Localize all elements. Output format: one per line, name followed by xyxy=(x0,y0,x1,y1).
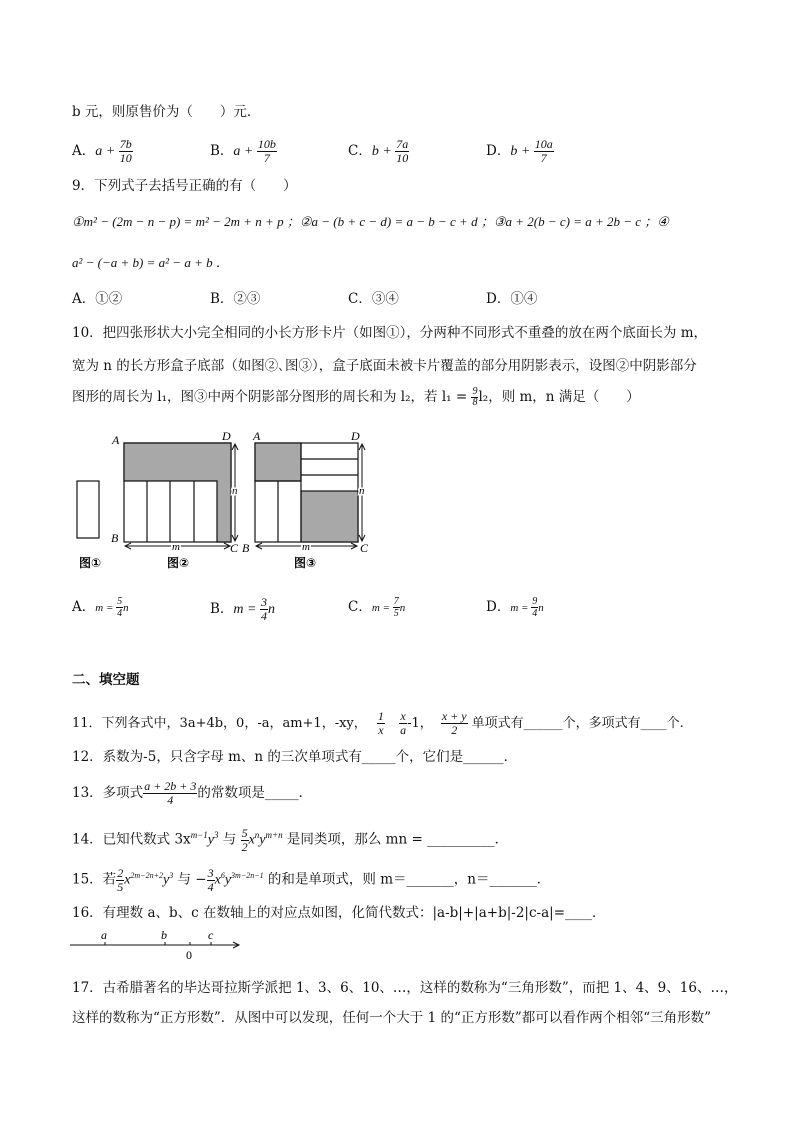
frac-num: 7b xyxy=(119,137,132,151)
frac-num: 9 xyxy=(532,596,538,607)
label-b: b xyxy=(161,928,167,942)
fig1-card xyxy=(77,481,99,538)
frac-num: a + 2b + 3 xyxy=(144,779,197,793)
q14-pre: 14．已知代数式 3x xyxy=(72,831,191,848)
q11-pre: 11．下列各式中，3a+4b，0，-a，am+1，-xy， xyxy=(72,716,367,731)
fig3-label-d: D xyxy=(351,429,360,443)
frac-den: x xyxy=(378,723,384,737)
frac-num: 5 xyxy=(117,596,123,607)
q15-exp: 3m−2n−1 xyxy=(231,871,264,880)
option-expr: m = xyxy=(371,602,393,614)
option-expr: m = xyxy=(510,602,532,614)
frac-den: 2 xyxy=(451,723,458,737)
q15-fraction-1 xyxy=(116,867,124,894)
q15 xyxy=(72,866,550,894)
q16-number-line xyxy=(68,928,248,964)
q9-option-b xyxy=(210,289,260,309)
frac-num: 9 xyxy=(472,386,478,397)
option-label: C． xyxy=(348,291,372,307)
option-label: C． xyxy=(348,599,372,615)
q10-line-3-post: l₂，则 m，n 满足（ ） xyxy=(478,389,640,405)
q10-line-2: 宽为 n 的长方形盒子底部（如图②､图③），盒子底面未被卡片覆盖的部分用阴影表示，设图②中阴影部分 xyxy=(72,358,697,374)
q10-figure xyxy=(70,426,390,576)
option-fraction xyxy=(534,138,554,165)
q9-option-d xyxy=(486,289,537,309)
frac-den: 4 xyxy=(117,608,123,619)
frac-num: 7 xyxy=(393,596,399,607)
option-label: B． xyxy=(210,601,234,617)
q13-fraction xyxy=(143,780,197,807)
frac-den: 4 xyxy=(532,608,538,619)
q12: 12．系数为-5，只含字母 m、n 的三次单项式有_____个，它们是______． xyxy=(72,749,518,765)
q14-exp: 3 xyxy=(213,830,219,840)
q10-line-1: 10．把四张形状大小完全相同的小长方形卡片（如图①），分两种不同形式不重叠的放在两个底面长为 m， xyxy=(72,325,708,341)
option-label: A． xyxy=(72,143,96,159)
option-fraction xyxy=(395,138,409,165)
fig3-label-m: m xyxy=(302,541,310,553)
fig3-shade-bottom xyxy=(301,491,358,542)
fig2-label-m: m xyxy=(172,541,180,553)
option-label: B． xyxy=(210,291,234,307)
q8-continuation: b 元，则原售价为（ ）元． xyxy=(72,104,261,120)
option-label: B． xyxy=(210,143,234,159)
frac-num: 3 xyxy=(260,595,267,609)
q15-fraction-2 xyxy=(207,867,215,894)
frac-num: 1 xyxy=(377,709,384,723)
frac-num: 10b xyxy=(257,137,276,151)
q8-option-c xyxy=(348,138,409,165)
q10-option-d xyxy=(486,596,544,619)
fig2-label-a: A xyxy=(112,433,120,447)
fig1-caption: 图① xyxy=(79,556,102,570)
q15-var: x xyxy=(214,872,221,888)
fig3-caption: 图③ xyxy=(294,556,317,570)
frac-num: x xyxy=(400,709,406,723)
option-fraction xyxy=(260,596,268,623)
option-fraction xyxy=(257,138,277,165)
frac-den: 7 xyxy=(263,151,270,165)
q14-var: x xyxy=(248,832,255,848)
q14-exp: m+n xyxy=(265,830,283,840)
q8-option-a xyxy=(72,138,133,165)
option-var: n xyxy=(538,602,544,614)
frac-den: 4 xyxy=(167,793,174,807)
frac-den: 2 xyxy=(241,839,248,854)
option-label: A． xyxy=(72,291,96,307)
frac-num: 7a xyxy=(396,137,409,151)
frac-den: 5 xyxy=(393,608,399,619)
q10-option-b xyxy=(210,596,275,623)
q15-exp: 6 xyxy=(220,871,225,880)
q11-frac-2 xyxy=(399,710,407,737)
q15-conj: 与 − xyxy=(173,871,207,888)
q11 xyxy=(72,710,684,737)
frac-den: 7 xyxy=(540,151,547,165)
q14-exp: m−1 xyxy=(190,830,208,840)
fig2-label-n: n xyxy=(232,485,238,497)
q15-var: y xyxy=(162,872,170,888)
fig3-shade-top xyxy=(255,443,301,481)
option-var: n xyxy=(267,602,275,617)
option-fraction xyxy=(393,596,400,619)
frac-den: 4 xyxy=(207,879,214,894)
q9-stem: 9．下列式子去括号正确的有（ ） xyxy=(72,178,297,194)
q17-line-1: 17．古希腊著名的毕达哥拉斯学派把 1、3、6、10、…，这样的数称为“三角形数”，而把 1、4、9、16、…， xyxy=(72,980,738,996)
q17-line-2: 这样的数称为“正方形数”．从图中可以发现，任何一个大于 1 的“正方形数”都可以看作两个相邻“三角形数” xyxy=(72,1010,712,1026)
q14-fraction xyxy=(241,827,249,854)
q14-exp: n xyxy=(254,830,260,840)
fig3-label-a: A xyxy=(253,429,261,443)
q11-frac-1 xyxy=(377,710,385,737)
q10-line-3 xyxy=(72,387,640,408)
q10-option-c xyxy=(348,596,405,619)
frac-den: a xyxy=(400,723,407,737)
q14-var: y xyxy=(259,832,266,848)
q14-var: y xyxy=(207,832,214,848)
fig2-label-c: C xyxy=(230,541,239,555)
fig2-label-b: B xyxy=(111,531,119,545)
fig3-label-c: C xyxy=(360,541,369,555)
q14-conj: 与 xyxy=(218,831,241,848)
fig3-label-n: n xyxy=(359,485,365,497)
q16: 16．有理数 a、b、c 在数轴上的对应点如图，化简代数式：|a-b|+|a+b|-2|c-a|=____． xyxy=(72,905,606,921)
q8-option-d xyxy=(486,138,554,165)
q15-var: x xyxy=(124,872,131,888)
fig2-caption: 图② xyxy=(167,556,190,570)
frac-den: 10 xyxy=(119,151,132,165)
q15-pre: 15．若 xyxy=(72,871,117,888)
option-label: A． xyxy=(72,599,96,615)
option-fraction xyxy=(119,138,133,165)
option-text: ②③ xyxy=(233,291,261,307)
option-text: ③④ xyxy=(371,291,399,307)
fig2-shade xyxy=(124,443,231,542)
option-label: D． xyxy=(486,599,511,615)
q11-post: 单项式有______个，多项式有____个. xyxy=(471,716,684,731)
q13-pre: 13．多项式 xyxy=(72,785,144,801)
q10-line-3-pre: 图形的周长为 l₁，图③中两个阴影部分图形的周长和为 l₂，若 l₁ = xyxy=(72,389,472,405)
option-expr: a + xyxy=(95,144,119,159)
fig3-label-b: B xyxy=(242,541,250,555)
frac-num: 3 xyxy=(207,865,214,880)
option-text: ①④ xyxy=(510,291,538,307)
frac-den: 5 xyxy=(117,879,124,894)
q14-post: 是同类项，那么 mn = __________． xyxy=(282,831,509,848)
frac-den: 10 xyxy=(396,151,409,165)
option-var: n xyxy=(123,602,129,614)
label-zero: 0 xyxy=(186,948,192,962)
option-label: C． xyxy=(348,143,372,159)
q15-var: y xyxy=(224,872,232,888)
q13 xyxy=(72,780,312,807)
fig2-label-d: D xyxy=(222,429,231,443)
frac-num: x + y xyxy=(441,709,467,723)
option-expr: b + xyxy=(510,144,534,159)
frac-den: 8 xyxy=(472,397,478,408)
q15-post: 的和是单项式，则 m＝_______，n＝_______． xyxy=(263,871,551,888)
option-expr: m = xyxy=(95,602,117,614)
q11-frac-3 xyxy=(441,710,468,737)
option-label: D． xyxy=(486,143,511,159)
q9-option-a xyxy=(72,289,122,309)
q9-line-2: a² − (−a + b) = a² − a + b ． xyxy=(72,255,229,270)
q15-exp: 2m−2n+2 xyxy=(130,871,163,880)
label-c: c xyxy=(208,928,214,942)
q11-frac-2-post: -1， xyxy=(407,716,433,731)
q15-exp: 3 xyxy=(169,871,174,880)
frac-num: 5 xyxy=(241,825,248,840)
option-label: D． xyxy=(486,291,511,307)
q13-post: 的常数项是_____． xyxy=(197,785,313,801)
label-a: a xyxy=(101,928,107,942)
option-text: ①② xyxy=(95,291,123,307)
q9-line-1: ①m² − (2m − n − p) = m² − 2m + n + p ；②a − (b + c − d) = a − b − c + d ；③a + 2(b − c) = a + 2b − c ；④ xyxy=(72,214,669,229)
q14 xyxy=(72,825,508,854)
option-var: n xyxy=(399,602,406,614)
section-title: 二、填空题 xyxy=(72,672,140,688)
option-expr: m = xyxy=(233,602,260,617)
q8-option-b xyxy=(210,138,277,165)
frac-num: 10a xyxy=(534,137,553,151)
option-expr: b + xyxy=(371,144,396,159)
q10-option-a xyxy=(72,596,129,619)
frac-num: 2 xyxy=(117,865,124,880)
frac-den: 4 xyxy=(260,609,267,623)
q9-option-c xyxy=(348,289,399,309)
option-expr: a + xyxy=(233,144,257,159)
